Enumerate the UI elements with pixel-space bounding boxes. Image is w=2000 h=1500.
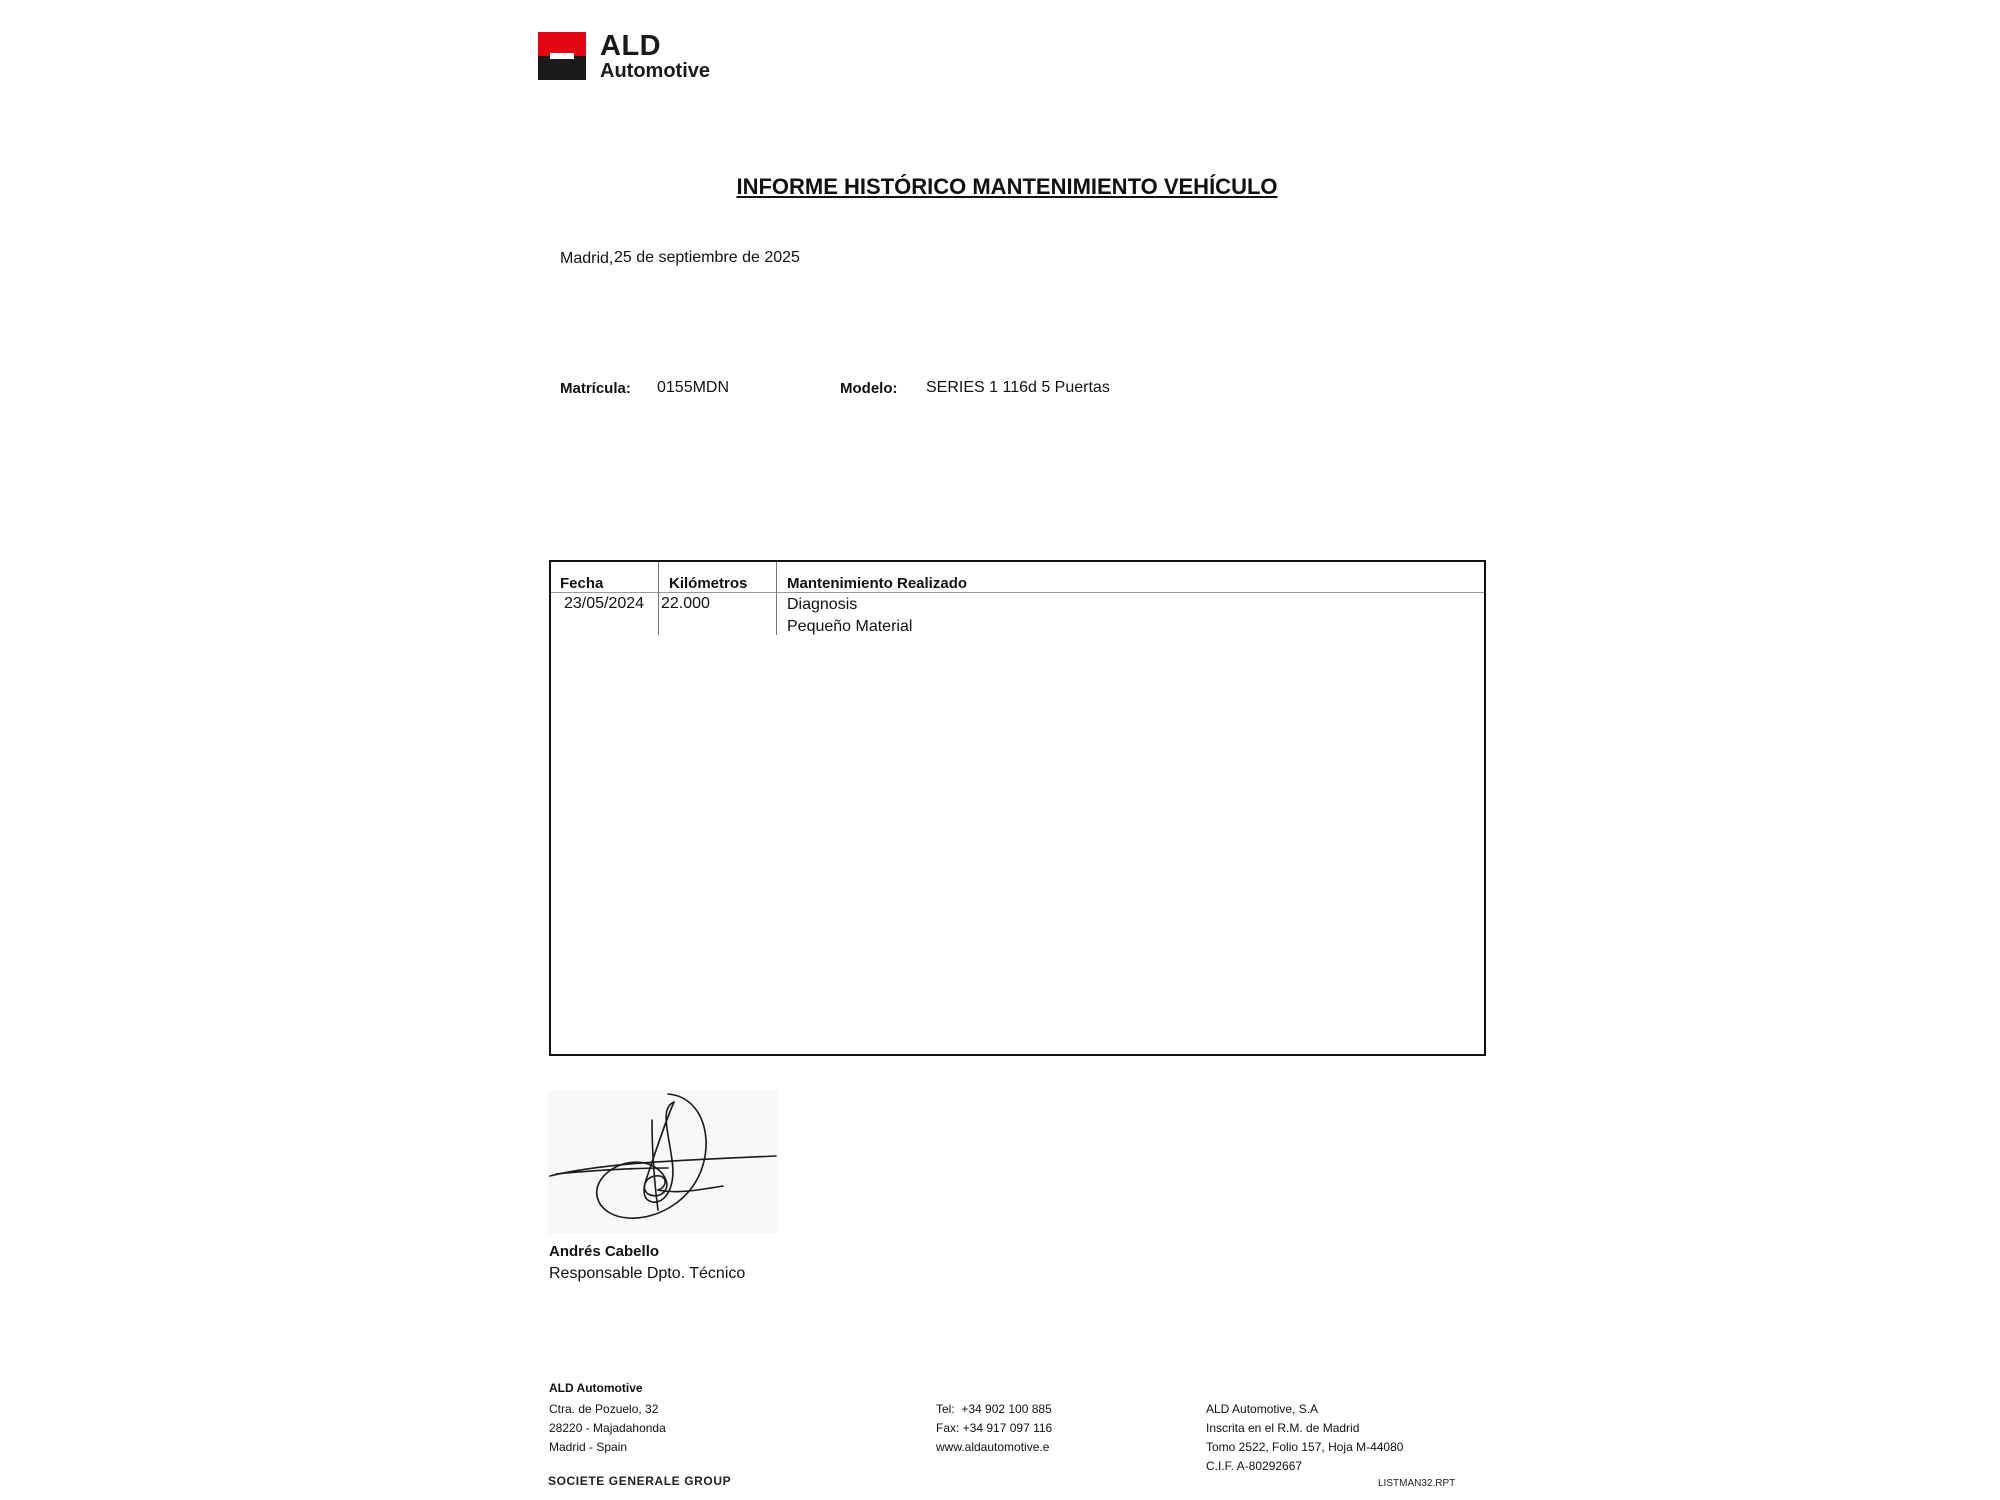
footer-contact [936,1400,1052,1457]
footer-address-line: 28220 - Majadahonda [549,1421,666,1435]
header-divider [551,592,1484,593]
column-divider [658,562,659,635]
footer-address [549,1400,666,1457]
footer-legal-line: C.I.F. A-80292667 [1206,1459,1303,1473]
footer-address-line: Madrid - Spain [549,1440,628,1454]
header-km: Kilómetros [669,575,748,592]
document-place: Madrid, [560,250,614,267]
societe-generale-group-mark: SOCIETE GENERALE GROUP [548,1474,732,1488]
header-date: Fecha [560,575,604,592]
handwritten-signature [548,1090,778,1234]
footer-address-line: Ctra. de Pozuelo, 32 [549,1402,659,1416]
row-km: 22.000 [661,595,710,612]
signer-role: Responsable Dpto. Técnico [549,1265,746,1282]
footer-legal-line: ALD Automotive, S.A [1206,1402,1319,1416]
model-value: SERIES 1 116d 5 Puertas [926,379,1110,396]
row-date: 23/05/2024 [564,595,645,612]
plate-value: 0155MDN [657,379,730,396]
plate-label: Matrícula: [560,380,631,397]
column-divider [776,562,777,635]
footer-phone: Tel: +34 902 100 885 [936,1402,1052,1416]
header-maintenance: Mantenimiento Realizado [787,575,968,592]
logo-mark-icon [538,32,586,80]
footer-legal-line: Inscrita en el R.M. de Madrid [1206,1421,1360,1435]
logo-name: ALD [600,30,662,62]
row-work-item: Diagnosis [787,596,858,613]
document-date: 25 de septiembre de 2025 [614,249,800,266]
report-code: LISTMAN32.RPT [1378,1478,1456,1489]
footer-legal [1206,1400,1403,1476]
signer-name: Andrés Cabello [549,1243,660,1260]
ald-automotive-logo [538,32,716,82]
model-label: Modelo: [840,380,898,397]
footer-legal-line: Tomo 2522, Folio 157, Hoja M-44080 [1206,1440,1404,1454]
footer-company-name: ALD Automotive [549,1381,643,1395]
footer-fax: Fax: +34 917 097 116 [936,1421,1053,1435]
document-title: INFORME HISTÓRICO MANTENIMIENTO VEHÍCULO [736,174,1278,199]
maintenance-table [549,560,1486,1056]
row-work-item: Pequeño Material [787,618,913,635]
footer-website: www.aldautomotive.e [936,1440,1050,1454]
logo-subname: Automotive [600,60,710,82]
